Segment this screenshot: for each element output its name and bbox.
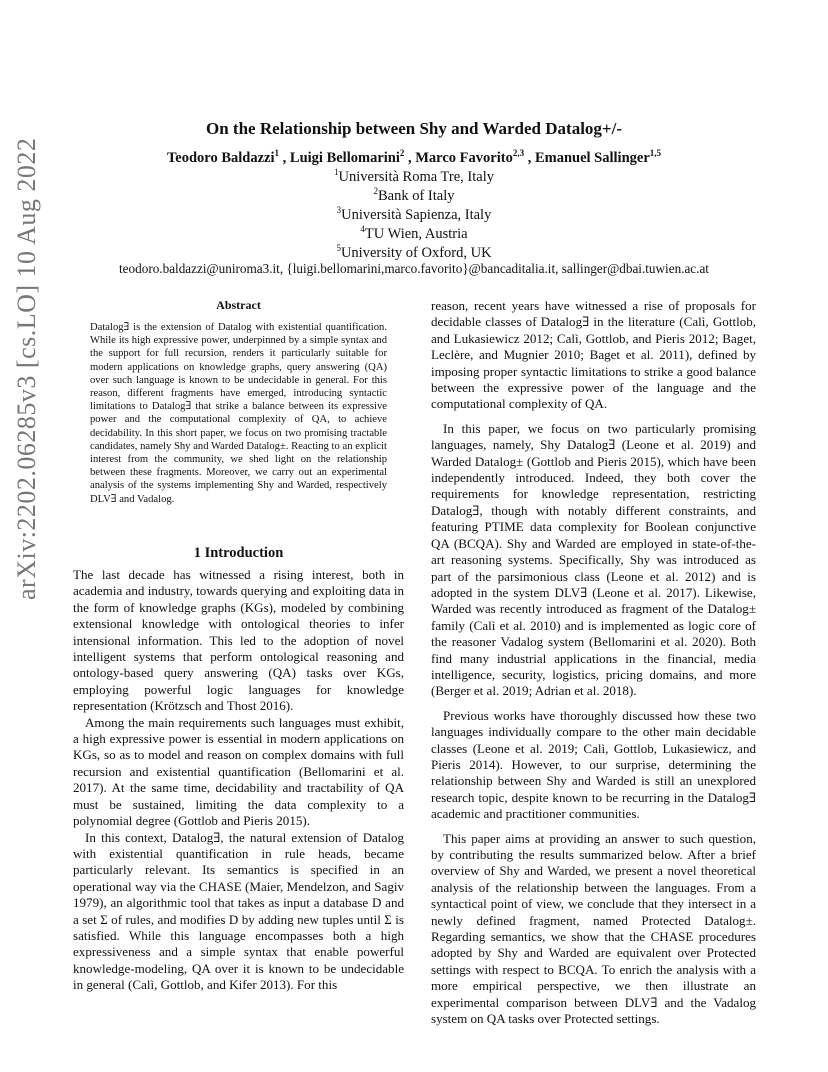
author-affil-mark: 1,5 [649, 148, 662, 159]
affiliation-list [0, 168, 828, 263]
abstract-text: Datalog∃ is the extension of Datalog with existential quantification. While its high expressive power, underpinned by a simple syntax and the support for full recursion, renders it particularly suitable for modern applications on knowledge graphs, query answering (QA) over such language is known to be undecidable in general. For this reason, different fragments have emerged, introducing syntactic limitations to Datalog∃ that strike a balance between its expressive power and the computational complexity of QA, to achieve decidability. In this short paper, we focus on two promising tractable candidates, namely Shy and Warded Datalog±. Reacting to an explicit interest from the community, we shed light on the relationship between these fragments. Moreover, we carry out an experimental analysis of the systems implementing Shy and Warded, respectively DLV∃ and Vadalog. [90, 322, 387, 505]
section-heading-introduction: 1 Introduction [193, 545, 284, 561]
paragraph: This paper aims at providing an answer to such question, by contributing the results summarized below. After a brief overview of Shy and Warded, we present a novel theoretical analysis of the relationship between the languages. From a syntactical point of view, we conclude that they intersect in a newly defined fragment, named Protected Datalog±. Regarding semantics, we show that the CHASE procedures adopted by Shy and Warded are equivalent over Protected settings with respect to BCQA. To enrich the analysis with a more empirical perspective, we then illustrate an experimental comparison between DLV∃ and the Vadalog system on QA tasks over Protected settings. [431, 830, 756, 1027]
paragraph: Among the main requirements such languages must exhibit, a high expressive power is essential in modern applications on KGs, so as to model and reason on complex domains with full recursion and existential quantification (Bellomarini et al. 2017). At the same time, decidability and tractability of QA must be sustained, limiting the data complexity to a polynomial degree (Gottlob and Pieris 2015). [73, 714, 404, 829]
author-name: Teodoro Baldazzi [166, 150, 275, 166]
affiliation: $^5$University of Oxford, UK [336, 243, 492, 261]
paragraph: Previous works have thoroughly discussed how these two languages individually compare to the other main decidable classes (Leone et al. 2019; Calì, Gottlob, Lukasiewicz, and Pieris 2014). However, to our surprise, determining the relationship between Shy and Warded is still an unexplored research topic, despite known to be recurring in the Datalog∃ academic and practitioner communities. [431, 707, 756, 822]
affiliation: $^3$Università Sapienza, Italy [336, 205, 492, 223]
author-affil-mark: 2,3 [512, 148, 525, 159]
right-column-body [431, 298, 756, 1027]
author-affil-mark: 1 [274, 148, 280, 159]
paragraph: In this paper, we focus on two particularly promising languages, namely, Shy Datalog∃ (Leone et al. 2019) and Warded Datalog± (Gottlob and Pieris 2015), which have been independently introduced. Indeed, they both cover the requirements for knowledge representation, restricting Datalog∃, though with notably different constraints, and featuring PTIME data complexity for Boolean conjunctive QA (BCQA). Shy and Warded are employed in state-of-the-art reasoning systems. Specifically, Shy was introduced as part of the parsimonious class (Leone et al. 2012) and is adopted in the system DLV∃ (Leone et al. 2017). Likewise, Warded was recently introduced as fragment of the Datalog± family (Calì et al. 2010) and is implemented as logic core of the reasoner Vadalog system (Bellomarini et al. 2020). Both find many industrial applications in the financial, media intelligence, security, logistics, pricing domains, and more (Berger et al. 2019; Adrian et al. 2018). [431, 420, 756, 699]
left-column-body [73, 567, 404, 994]
paper-title: On the Relationship between Shy and Warded Datalog+/- [205, 119, 622, 138]
arxiv-identifier: arXiv:2202.06285v3 [cs.LO] 10 Aug 2022 [12, 137, 41, 600]
paragraph: reason, recent years have witnessed a rise of proposals for decidable classes of Datalog∃ in the literature (Calì, Gottlob, and Lukasiewicz 2012; Calì, Gottlob, and Pieris 2012; Baget, Leclère, and Mugnier 2010; Baget et al. 2011), defined by imposing proper syntactic limitations to strike a good balance between the expressive power of the language and the computational complexity of QA. [431, 298, 756, 412]
author-name: Marco Favorito [415, 150, 513, 166]
paragraph: The last decade has witnessed a rising interest, both in academia and industry, towards querying and exploiting data in the form of knowledge graphs (KGs), modeled by combining extensional knowledge with ontological theories to infer intensional information. This led to the adoption of novel intelligent systems that perform ontological reasoning and ontology-based query answering (QA) tasks over KGs, employing powerful logic languages for knowledge representation (Krötzsch and Thost 2016). [73, 567, 404, 714]
affiliation: $^2$Bank of Italy [373, 186, 455, 204]
author-name: Emanuel Sallinger [534, 150, 650, 166]
author-name: Luigi Bellomarini [289, 150, 400, 166]
author-affil-mark: 2 [399, 148, 405, 159]
author-emails: teodoro.baldazzi@uniroma3.it, {luigi.bellomarini,marco.favorito}@bancaditalia.it, sallinger@dbai.tuwien.ac.at [119, 261, 709, 276]
paragraph: In this context, Datalog∃, the natural extension of Datalog with existential quantification in rule heads, became particularly relevant. Its semantics is specified in an operational way via the CHASE (Maier, Mendelzon, and Sagiv 1979), an algorithmic tool that takes as input a database D and a set Σ of rules, and modifies D by adding new tuples until Σ is satisfied. While this language encompasses both a high expressiveness and a simple syntax that enable powerful knowledge-modeling, QA over it is known to be undecidable in general (Calì, Gottlob, and Kifer 2013). For this [73, 829, 404, 993]
abstract-heading: Abstract [216, 298, 261, 312]
affiliation: $^1$Università Roma Tre, Italy [334, 167, 494, 185]
author-list: Teodoro Baldazzi$^1$ , Luigi Bellomarini$^2$ , Marco Favorito$^{2,3}$ , Emanuel Sallinger$^{1,5}$ [166, 148, 662, 166]
affiliation: $^4$TU Wien, Austria [360, 224, 468, 242]
